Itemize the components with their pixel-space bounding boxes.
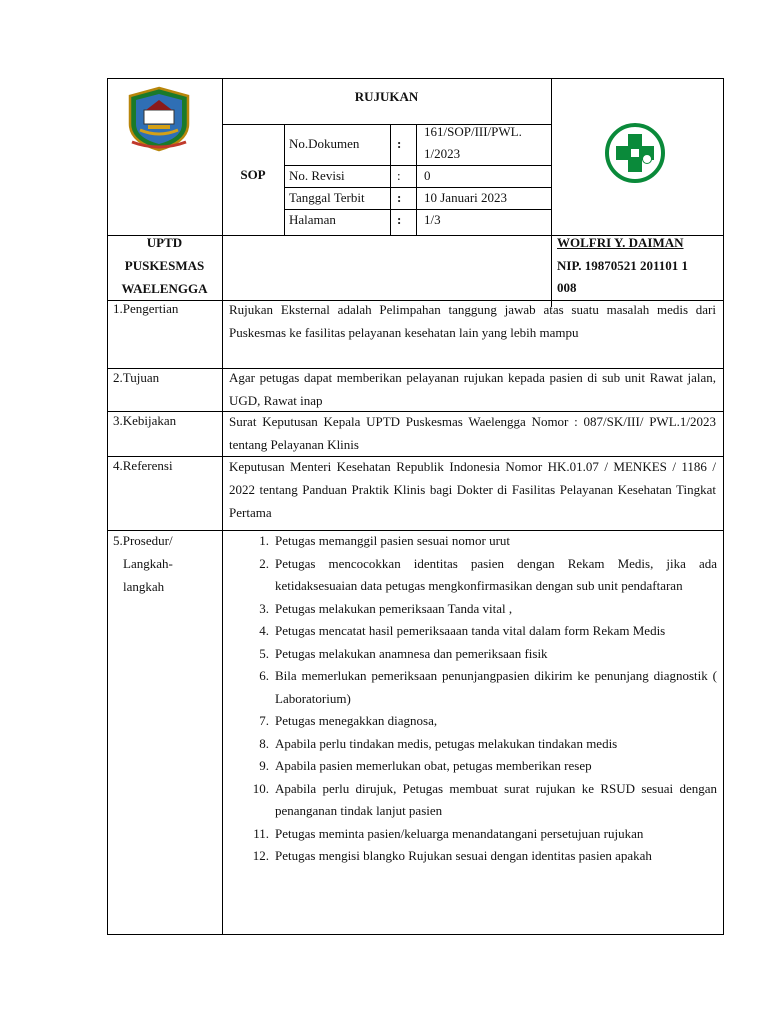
step-number: 3. — [259, 600, 269, 616]
meta-value-tanggal-terbit: 10 Januari 2023 — [424, 190, 508, 205]
section-label-pengertian: 1.Pengertian — [113, 301, 179, 316]
section-label-referensi: 4.Referensi — [113, 458, 173, 473]
step-number: 11. — [253, 825, 269, 841]
org-line-1: UPTD — [146, 235, 183, 250]
signer-name: WOLFRI Y. DAIMAN — [557, 235, 684, 250]
section-text-kebijakan: Surat Keputusan Kepala UPTD Puskesmas Waelengga Nomor : 087/SK/III/ PWL.1/2023 tentang Pelayanan Klinis — [229, 414, 716, 452]
step-number: 2. — [259, 555, 269, 571]
procedure-step — [245, 845, 717, 868]
procedure-step — [245, 733, 717, 756]
procedure-step — [245, 778, 717, 823]
procedure-step — [245, 620, 717, 643]
section-label-tujuan: 2.Tujuan — [113, 370, 160, 385]
step-text: Petugas mencocokkan identitas pasien dengan Rekam Medis, jika ada ketidaksesuaian data petugas mengkonfirmasikan dengan sub unit pendaftaran — [275, 555, 717, 593]
step-text: Apabila pasien memerlukan obat, petugas memberikan resep — [275, 758, 592, 773]
section-label-kebijakan: 3.Kebijakan — [113, 413, 177, 428]
meta-sep-halaman: : — [397, 212, 402, 227]
procedure-steps-list — [245, 530, 717, 868]
org-line-2: PUSKESMAS — [124, 258, 205, 273]
procedure-label-line-1: 5.Prosedur/ — [113, 533, 173, 548]
meta-divider-2 — [390, 124, 391, 235]
org-line-3: WAELENGGA — [121, 281, 208, 296]
column-divider-left — [222, 78, 223, 935]
section-text-tujuan: Agar petugas dapat memberikan pelayanan rujukan kepada pasien di sub unit Rawat jalan, UGD, Rawat inap — [229, 370, 716, 408]
meta-label-halaman: Halaman — [289, 212, 336, 227]
signer-nip-line-2: 008 — [557, 280, 577, 295]
step-number: 1. — [259, 533, 269, 548]
meta-label-no-dokumen: No.Dokumen — [289, 136, 360, 151]
meta-label-no-revisi: No. Revisi — [289, 168, 345, 183]
step-text: Petugas melakukan anamnesa dan pemeriksaan fisik — [275, 645, 548, 661]
step-number: 10. — [252, 780, 269, 796]
step-number: 6. — [259, 668, 269, 683]
step-text: Petugas meminta pasien/keluarga menandatangani persetujuan rujukan — [275, 825, 644, 841]
column-divider-right-header — [551, 78, 552, 307]
step-text: Apabila perlu dirujuk, Petugas membuat surat rujukan ke RSUD sesuai dengan penanganan tindak lanjut pasien — [275, 780, 717, 818]
procedure-step — [245, 598, 717, 621]
procedure-step — [245, 755, 717, 778]
step-text: Petugas mencatat hasil pemeriksaaan tanda vital dalam form Rekam Medis — [275, 623, 666, 638]
procedure-step — [245, 665, 717, 710]
procedure-step — [245, 823, 717, 846]
step-number: 7. — [259, 713, 269, 728]
sop-label: SOP — [240, 167, 266, 182]
meta-sep-no-revisi: : — [397, 168, 401, 183]
section-text-pengertian: Rujukan Eksternal adalah Pelimpahan tanggung jawab atas suatu masalah medis dari Puskesmas ke fasilitas pelayanan kesehatan lain yang lebih mampu — [229, 302, 716, 340]
meta-value-halaman: 1/3 — [424, 212, 441, 227]
step-number: 9. — [259, 758, 269, 773]
meta-value-no-dokumen: 161/SOP/III/PWL. 1/2023 — [424, 124, 522, 161]
regency-emblem-logo — [124, 86, 194, 152]
puskesmas-cross-logo — [604, 122, 666, 184]
meta-divider-1 — [284, 124, 285, 235]
step-number: 12. — [252, 848, 269, 863]
procedure-step — [245, 553, 717, 598]
step-text: Petugas mengisi blangko Rujukan sesuai dengan identitas pasien apakah — [275, 848, 652, 863]
step-number: 4. — [259, 623, 269, 638]
procedure-label-line-2: Langkah- — [123, 556, 173, 571]
step-number: 8. — [259, 735, 269, 751]
signer-nip-line-1: NIP. 19870521 201101 1 — [557, 258, 688, 273]
procedure-step — [245, 530, 717, 553]
meta-value-no-revisi: 0 — [424, 168, 431, 183]
document-title: RUJUKAN — [354, 89, 419, 104]
step-text: Petugas menegakkan diagnosa, — [275, 713, 438, 728]
procedure-step — [245, 710, 717, 733]
step-text: Apabila perlu tindakan medis, petugas melakukan tindakan medis — [275, 735, 618, 751]
step-text: Bila memerlukan pemeriksaan penunjangpasien dikirim ke penunjang diagnostik ( Laboratorium) — [275, 668, 717, 706]
section-text-referensi: Keputusan Menteri Kesehatan Republik Indonesia Nomor HK.01.07 / MENKES / 1186 / 2022 tentang Panduan Praktik Klinis bagi Dokter di Fasilitas Pelayanan Kesehatan Tingkat Pertama — [229, 459, 716, 520]
procedure-step — [245, 643, 717, 666]
meta-sep-tanggal-terbit: : — [397, 190, 402, 205]
procedure-label-line-3: langkah — [123, 579, 165, 594]
step-text: Petugas melakukan pemeriksaan Tanda vital , — [275, 600, 513, 616]
meta-label-tanggal-terbit: Tanggal Terbit — [289, 190, 365, 205]
step-number: 5. — [259, 645, 269, 661]
meta-divider-3 — [416, 124, 417, 235]
step-text: Petugas memanggil pasien sesuai nomor urut — [275, 533, 511, 548]
meta-sep-no-dokumen: : — [397, 136, 402, 151]
